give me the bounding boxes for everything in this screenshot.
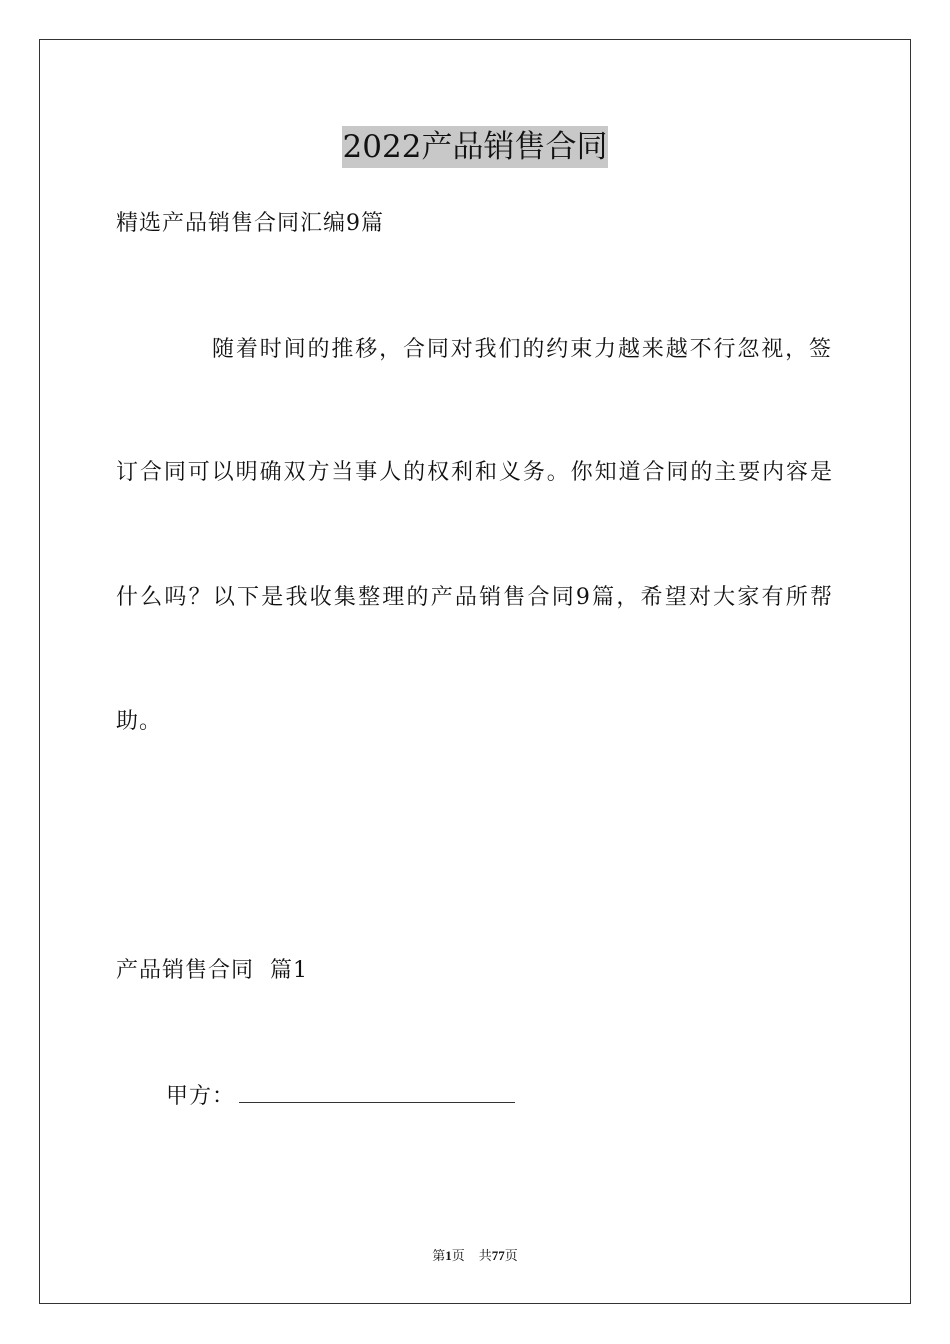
intro-line-3: 什么吗？以下是我收集整理的产品销售合同9篇，希望对大家有所帮 [116,585,832,610]
party-a-label: 甲方： [166,1084,236,1109]
footer-page-prefix: 第 [432,1248,446,1263]
intro-line-4: 助。 [116,709,163,734]
party-a-row [166,1082,515,1112]
footer-page-number: 1 [445,1248,452,1263]
footer-total-prefix: 共 [478,1248,492,1263]
footer-total-suffix: 页 [504,1248,518,1263]
intro-line-1: 随着时间的推移，合同对我们的约束力越来越不行忽视，签 [212,337,832,362]
footer-page-suffix: 页 [451,1248,465,1263]
page-footer [0,1247,950,1265]
intro-line-2: 订合同可以明确双方当事人的权利和义务。你知道合同的主要内容是 [116,460,832,485]
section-heading: 产品销售合同 篇1 [116,958,308,983]
document-subtitle: 精选产品销售合同汇编9篇 [116,211,384,236]
title-container [0,126,950,168]
party-a-blank-field[interactable] [239,1084,515,1103]
footer-total-pages: 77 [491,1248,505,1263]
document-title: 2022产品销售合同 [342,126,609,168]
